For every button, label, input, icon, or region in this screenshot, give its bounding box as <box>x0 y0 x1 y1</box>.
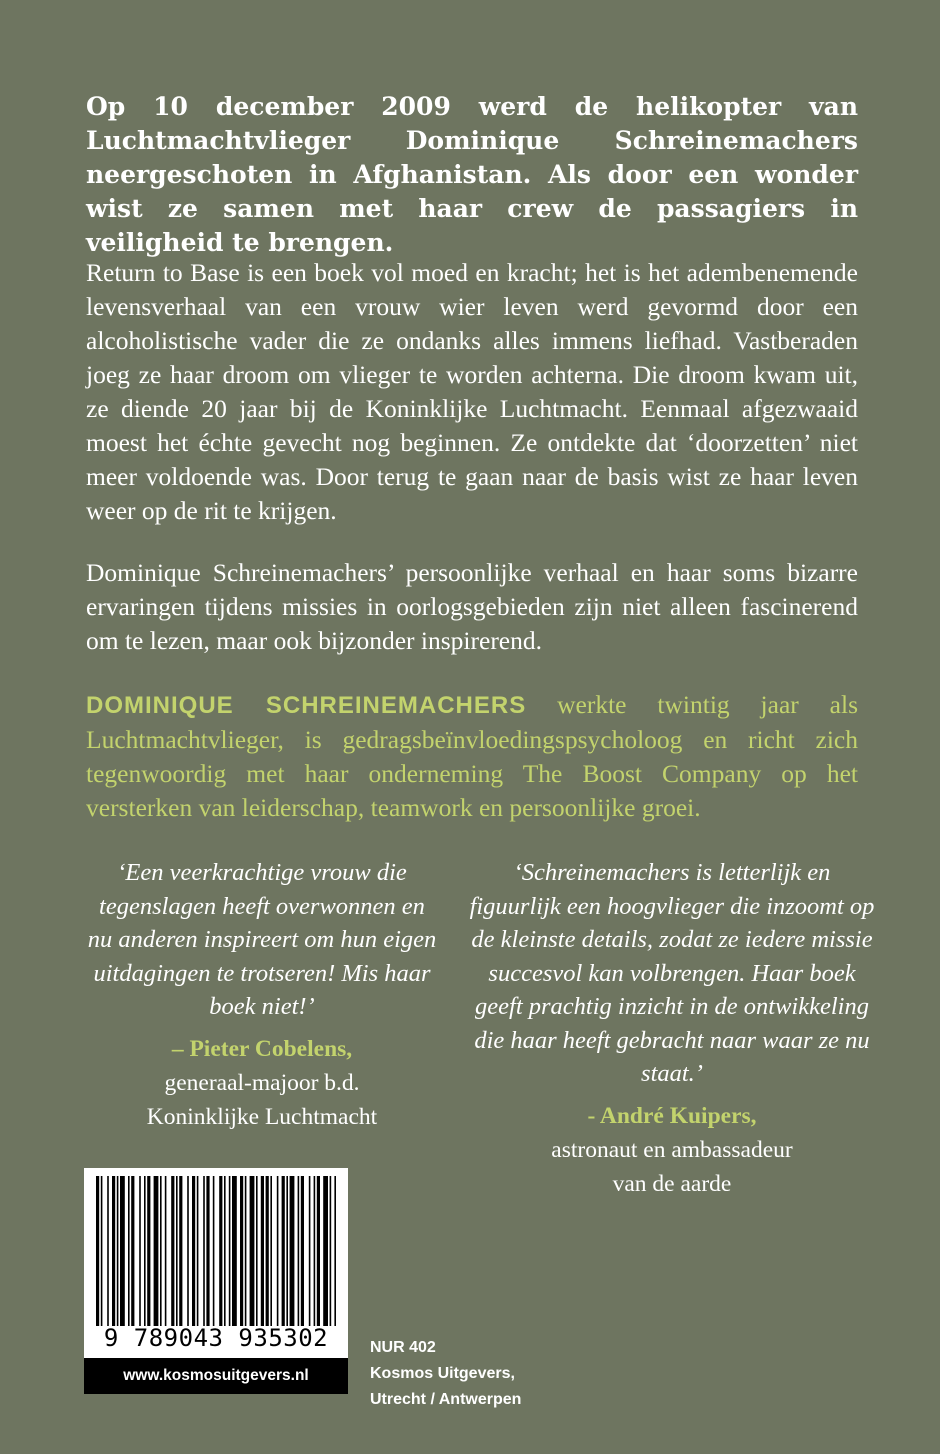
quote-author-role: astronaut en ambassadeur <box>551 1136 793 1163</box>
barcode-bar <box>171 1176 174 1326</box>
barcode-bar <box>192 1176 195 1326</box>
author-bio <box>86 688 858 825</box>
barcode-bar <box>128 1176 130 1326</box>
barcode-bar <box>266 1176 269 1326</box>
barcode-bar <box>323 1176 328 1326</box>
quote-author-role: van de aarde <box>612 1170 732 1197</box>
isbn-digits: 9 789043 935302 <box>103 1324 329 1352</box>
barcode-bar <box>290 1176 295 1326</box>
barcode-bar <box>107 1176 109 1326</box>
quote-author: – Pieter Cobelens, <box>171 1035 353 1062</box>
barcode-bar <box>154 1176 159 1326</box>
barcode-bar <box>187 1176 189 1326</box>
barcode-bar <box>203 1176 205 1326</box>
barcode-bar <box>229 1176 231 1326</box>
author-bio-text: werkte twintig jaar als Luchtmachtvlieger, is gedragsbeïnvloedingspsycholoog en richt zich tegenwoordig met haar onderneming The Boost Company op het versterken van leiderschap, teamwork en persoonlijke groei. <box>86 690 858 822</box>
barcode-bar <box>160 1176 162 1326</box>
barcode-bar <box>96 1176 99 1326</box>
barcode-bar <box>117 1176 119 1326</box>
barcode-bar <box>206 1176 209 1326</box>
barcode-bar <box>131 1176 134 1326</box>
barcode-bar <box>286 1176 288 1326</box>
barcode-bar <box>256 1176 258 1326</box>
barcode-bar <box>261 1176 264 1326</box>
barcode-bar <box>165 1176 167 1326</box>
publisher-url: www.kosmosuitgevers.nl <box>84 1358 348 1394</box>
author-name: DOMINIQUE SCHREINEMACHERS <box>86 692 527 719</box>
endorsement-quote <box>86 856 438 1134</box>
barcode <box>84 1168 348 1394</box>
barcode-bar <box>179 1176 182 1326</box>
barcode-bar <box>147 1176 150 1326</box>
barcode-bar <box>298 1176 300 1326</box>
barcode-bar <box>277 1176 279 1326</box>
barcode-bar <box>120 1176 125 1326</box>
nur-code: NUR 402 <box>370 1339 436 1356</box>
barcode-bar <box>240 1176 243 1326</box>
quote-author: - André Kuipers, <box>587 1102 757 1129</box>
quote-text: ‘Schreinemachers is letterlijk en figuurlijk een hoogvlieger die inzoomt op de kleinste details, zodat ze iedere missie succesvol kan volbrengen. Haar boek geeft prachtig inzicht in de ontwikkeling die haar heeft gebracht naar waar ze nu staat.’ <box>469 859 875 1087</box>
barcode-bar <box>224 1176 226 1326</box>
barcode-bar <box>282 1176 285 1326</box>
barcode-bar <box>270 1176 272 1326</box>
barcode-bar <box>245 1176 247 1326</box>
barcode-bar <box>330 1176 332 1326</box>
endorsement-quote <box>466 856 878 1201</box>
quote-text: ‘Een veerkrachtige vrouw die tegenslagen heeft overwonnen en nu anderen inspireert om hun eigen uitdagingen te trotseren! Mis haar boek niet!’ <box>87 859 437 1020</box>
barcode-bar <box>139 1176 141 1326</box>
quote-author-role: generaal-majoor b.d. <box>164 1069 360 1096</box>
barcode-bar <box>144 1176 146 1326</box>
barcode-bar <box>314 1176 316 1326</box>
barcode-bar <box>250 1176 255 1326</box>
barcode-bar <box>176 1176 178 1326</box>
publisher-info <box>370 1335 521 1413</box>
barcode-bar <box>334 1176 336 1326</box>
description-paragraph: Dominique Schreinemachers’ persoonlijke verhaal en haar soms bizarre ervaringen tijdens missies in oorlogsgebieden zijn niet alleen fascinerend om te lezen, maar ook bijzonder inspirerend. <box>86 558 858 655</box>
barcode-bars <box>96 1176 336 1326</box>
description-paragraph: Return to Base is een boek vol moed en kracht; het is het adembenemende levensverhaal van een vrouw wier leven werd gevormd door een alcoholistische vader die ze ondanks alles immens liefhad. Vastberaden joeg ze haar droom om vlieger te worden achterna. Die droom kwam uit, ze diende 20 jaar bij de Koninklijke Luchtmacht. Eenmaal afgezwaaid moest het échte gevecht nog beginnen. Ze ontdekte dat ‘doorzetten’ niet meer voldoende was. Door terug te gaan naar de basis wist ze haar leven weer op de rit te krijgen. <box>86 258 858 525</box>
barcode-bar <box>112 1176 115 1326</box>
barcode-bar <box>317 1176 320 1326</box>
quote-author-role: Koninklijke Luchtmacht <box>146 1103 378 1130</box>
publisher-name: Kosmos Uitgevers, <box>370 1365 515 1382</box>
intro-text: Op 10 december 2009 werd de helikopter van Luchtmachtvlieger Dominique Schreinemachers neergeschoten in Afghanistan. Als door een wonder wist ze samen met haar crew de passagiers in veiligheid te brengen. <box>86 92 858 257</box>
barcode-bar <box>232 1176 237 1326</box>
barcode-bar <box>101 1176 103 1326</box>
barcode-bar <box>213 1176 215 1326</box>
barcode-bar <box>197 1176 199 1326</box>
barcode-bar <box>219 1176 222 1326</box>
barcode-bar <box>309 1176 311 1326</box>
publisher-city: Utrecht / Antwerpen <box>370 1391 522 1408</box>
barcode-bar <box>301 1176 304 1326</box>
